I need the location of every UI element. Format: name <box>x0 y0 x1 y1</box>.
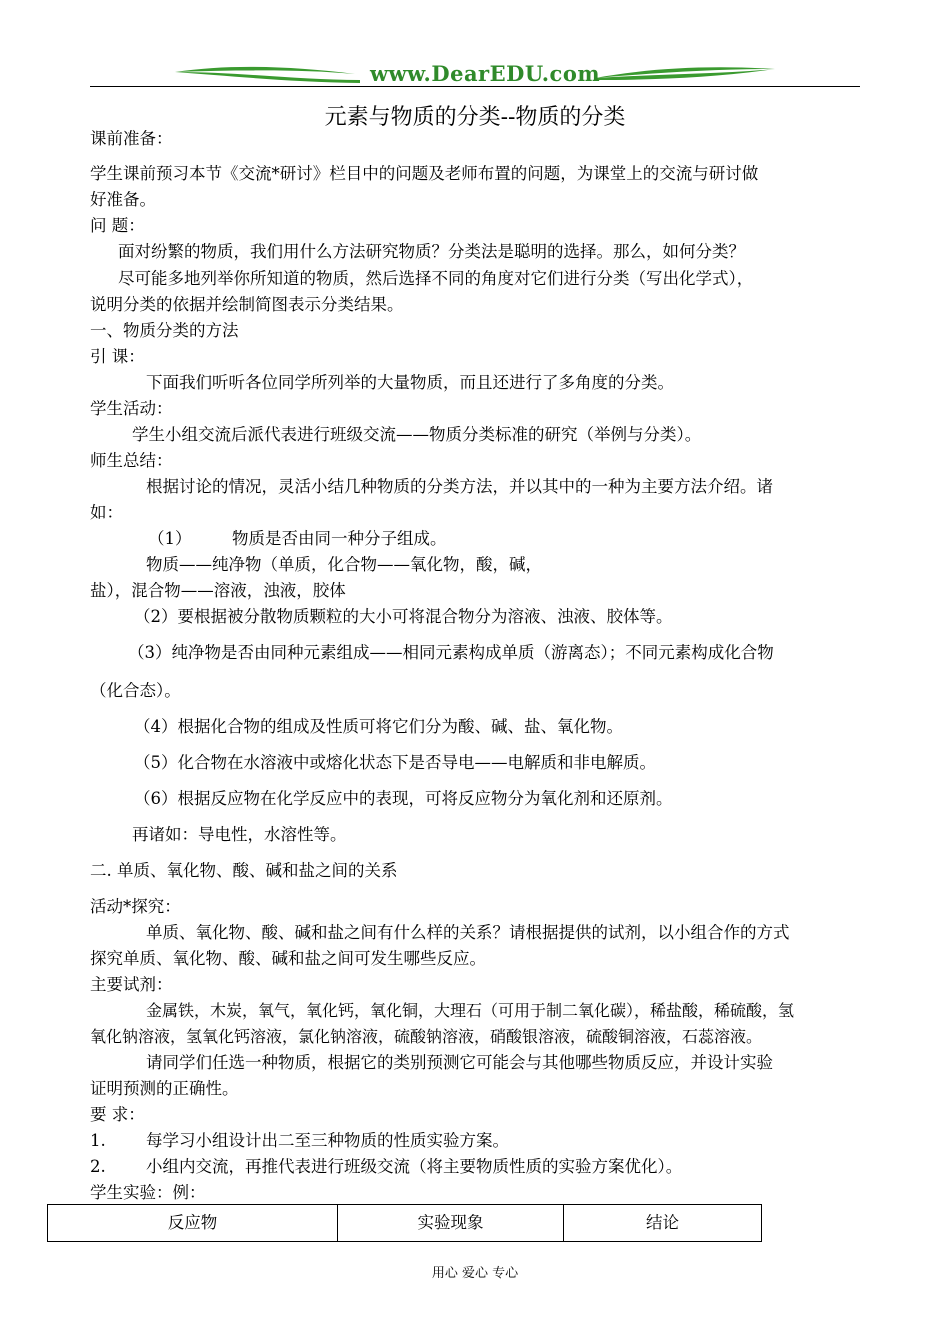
list-item: （6）根据反应物在化学反应中的表现，可将反应物分为氧化剂和还原剂。 <box>134 789 673 808</box>
paragraph-line: 说明分类的依据并绘制简图表示分类结果。 <box>90 295 404 314</box>
paragraph-line: 金属铁，木炭，氧气，氧化钙，氧化铜，大理石（可用于制二氧化碳），稀盐酸，稀硫酸，氢 <box>146 1001 795 1020</box>
table-header-cell: 实验现象 <box>338 1205 564 1242</box>
list-item: （2）要根据被分散物质颗粒的大小可将混合物分为溶液、浊液、胶体等。 <box>134 607 673 626</box>
paragraph-line: 根据讨论的情况，灵活小结几种物质的分类方法，并以其中的一种为主要方法介绍。诸 <box>146 477 773 496</box>
paragraph-line: 如： <box>90 503 123 522</box>
section-label: 学生实验：例： <box>90 1183 206 1202</box>
paragraph-line: 探究单质、氧化物、酸、碱和盐之间可发生哪些反应。 <box>90 949 486 968</box>
section-label: 要 求： <box>90 1105 145 1124</box>
section-heading: 二. 单质、氧化物、酸、碱和盐之间的关系 <box>90 861 398 880</box>
paragraph-line: 下面我们听听各位同学所列举的大量物质，而且还进行了多角度的分类。 <box>146 373 674 392</box>
section-heading: 一、物质分类的方法 <box>90 321 239 340</box>
list-item-continued: （化合态）。 <box>90 681 181 700</box>
section-label: 学生活动： <box>90 399 173 418</box>
paragraph-line: 好准备。 <box>90 190 156 209</box>
paragraph-line: 尽可能多地列举你所知道的物质，然后选择不同的角度对它们进行分类（写出化学式）， <box>118 269 754 288</box>
list-item-text: 每学习小组设计出二至三种物质的性质实验方案。 <box>146 1131 509 1150</box>
section-label: 师生总结： <box>90 451 173 470</box>
section-label: 主要试剂： <box>90 975 173 994</box>
list-number: （1） <box>148 529 192 548</box>
paragraph-line: 证明预测的正确性。 <box>90 1079 239 1098</box>
table-header-row <box>48 1205 762 1242</box>
list-item: （5）化合物在水溶液中或熔化状态下是否导电——电解质和非电解质。 <box>134 753 656 772</box>
paragraph-line: 学生课前预习本节《交流*研讨》栏目中的问题及老师布置的问题，为课堂上的交流与研讨做 <box>90 164 759 183</box>
experiment-table <box>47 1204 762 1242</box>
section-label: 课前准备： <box>90 129 173 148</box>
section-label: 引 课： <box>90 347 145 366</box>
paragraph-line: 学生小组交流后派代表进行班级交流——物质分类标准的研究（举例与分类）。 <box>132 425 702 444</box>
paragraph-line: 再诸如：导电性，水溶性等。 <box>132 825 347 844</box>
site-url: www.DearEDU.com <box>369 61 601 86</box>
list-number: 1. <box>90 1131 106 1150</box>
paragraph-line: 单质、氧化物、酸、碱和盐之间有什么样的关系？请根据提供的试剂，以小组合作的方式 <box>146 923 790 942</box>
list-item-text: 物质是否由同一种分子组成。 <box>232 529 447 548</box>
list-item-text: 小组内交流，再推代表进行班级交流（将主要物质性质的实验方案优化）。 <box>146 1157 683 1176</box>
list-item: （4）根据化合物的组成及性质可将它们分为酸、碱、盐、氧化物。 <box>134 717 623 736</box>
table-header-cell: 结论 <box>564 1205 762 1242</box>
header-rule <box>90 86 860 87</box>
paragraph-line: 面对纷繁的物质，我们用什么方法研究物质？分类法是聪明的选择。那么，如何分类？ <box>118 242 745 261</box>
paragraph-line: 氧化钠溶液，氢氧化钙溶液，氯化钠溶液，硫酸钠溶液，硝酸银溶液，硫酸铜溶液，石蕊溶液。 <box>90 1027 763 1046</box>
list-item: （3）纯净物是否由同种元素组成——相同元素构成单质（游离态）；不同元素构成化合物 <box>128 643 774 662</box>
page-title: 元素与物质的分类--物质的分类 <box>324 105 626 130</box>
page-footer: 用心 爱心 专心 <box>431 1266 519 1281</box>
paragraph-line: 物质——纯净物（单质，化合物——氧化物，酸，碱， <box>146 555 542 574</box>
paragraph-line: 请同学们任选一种物质，根据它的类别预测它可能会与其他哪些物质反应，并设计实验 <box>146 1053 773 1072</box>
table-header-cell: 反应物 <box>48 1205 338 1242</box>
section-label: 活动*探究： <box>90 897 181 916</box>
paragraph-line: 盐），混合物——溶液，浊液，胶体 <box>90 581 346 600</box>
list-number: 2. <box>90 1157 106 1176</box>
section-label: 问 题： <box>90 216 145 235</box>
